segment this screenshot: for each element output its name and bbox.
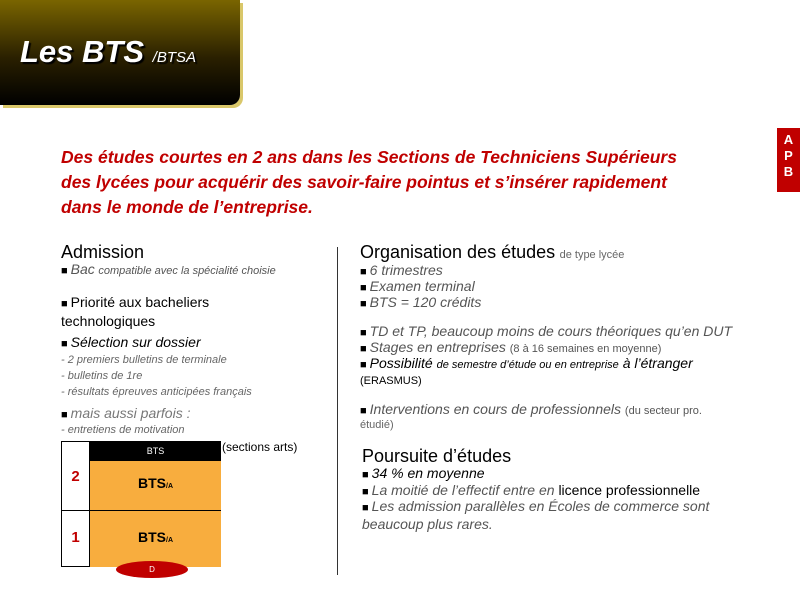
- year-2-label: 2: [62, 442, 90, 511]
- bullet-icon: ■: [61, 298, 68, 310]
- bullet-icon: ■: [360, 359, 367, 371]
- possibility-note: de semestre d’étude ou en entreprise: [436, 359, 619, 371]
- bullet-icon: ■: [360, 266, 367, 278]
- bullet-icon: ■: [360, 343, 367, 355]
- apb-letter-b: B: [783, 164, 794, 179]
- item-text: TD et TP, beaucoup moins de cours théoriques qu’en DUT: [369, 323, 733, 339]
- apb-letter-p: P: [784, 148, 793, 163]
- interventions-note: (du secteur pro.: [624, 405, 702, 417]
- dossier-item: - bulletins de 1re: [61, 370, 143, 382]
- organisation-item: [360, 294, 481, 310]
- dossier-item: - résultats épreuves anticipées français: [61, 386, 252, 398]
- interventions-note-cont: étudié): [360, 419, 394, 431]
- selection-text: Sélection sur dossier: [70, 334, 201, 350]
- dossier-item: - 2 premiers bulletins de terminale: [61, 354, 227, 366]
- year-1-label: 1: [62, 511, 90, 567]
- organisation-item: [360, 278, 475, 294]
- bullet-icon: ■: [362, 486, 369, 498]
- erasmus-note: (ERASMUS): [360, 375, 422, 387]
- bullet-icon: ■: [360, 282, 367, 294]
- column-divider: [337, 247, 338, 575]
- interview-text: - entretiens de motivation: [61, 424, 185, 436]
- poursuite-stat: [362, 465, 485, 481]
- title-main: Les BTS: [20, 34, 153, 69]
- also-text: mais aussi parfois :: [70, 405, 191, 421]
- diagram-header: BTS: [90, 442, 221, 461]
- organisation-item: [360, 262, 443, 278]
- admission-priority: [61, 294, 301, 330]
- page-title: [20, 34, 196, 70]
- bullet-icon: ■: [360, 405, 367, 417]
- dossier-list: [61, 352, 252, 400]
- bts-row-year-1: [90, 511, 221, 567]
- item-text: Possibilité: [369, 355, 433, 371]
- possibility-item: [360, 355, 693, 371]
- bullet-icon: ■: [61, 409, 68, 421]
- bullet-icon: ■: [61, 265, 68, 277]
- stages-item: [360, 339, 661, 355]
- apb-badge[interactable]: [777, 128, 800, 192]
- poursuite-heading: Poursuite d’études: [362, 446, 512, 466]
- item-text: La moitié de l’effectif entre en: [371, 482, 555, 498]
- bullet-icon: ■: [362, 469, 369, 481]
- bullet-icon: ■: [362, 502, 369, 514]
- item-text: 6 trimestres: [369, 262, 443, 278]
- bullet-icon: ■: [61, 338, 68, 350]
- interventions-item: [360, 401, 702, 417]
- admission-also: [61, 405, 190, 421]
- bac-label: Bac: [70, 261, 95, 277]
- item-text: Stages en entreprises: [369, 339, 506, 355]
- td-tp-item: [360, 323, 732, 339]
- item-text: Examen terminal: [369, 278, 475, 294]
- item-text: Les admission parallèles en Écoles de commerce sont beaucoup plus rares.: [362, 498, 710, 532]
- priority-text: Priorité aux bacheliers technologiques: [61, 294, 210, 329]
- bts-row-suffix: /A: [166, 537, 173, 544]
- bts-row-year-2: [90, 461, 221, 511]
- bts-row-label: BTS: [138, 529, 166, 545]
- bts-diagram: [61, 441, 221, 567]
- admission-bac: [61, 262, 301, 279]
- bullet-icon: ■: [360, 327, 367, 339]
- bac-detail: compatible avec la spécialité choisie: [98, 265, 276, 277]
- abroad-text: à l’étranger: [622, 355, 693, 371]
- stages-note: (8 à 16 semaines en moyenne): [509, 343, 662, 355]
- organisation-heading: Organisation des études: [360, 242, 556, 262]
- poursuite-half: [362, 482, 700, 498]
- licence-text: licence professionnelle: [558, 482, 701, 498]
- sections-arts-note: (sections arts): [222, 440, 298, 454]
- bts-row-label: BTS: [138, 475, 166, 491]
- organisation-heading-note: de type lycée: [559, 249, 625, 261]
- poursuite-ecoles: [362, 498, 762, 532]
- admission-heading: Admission: [61, 242, 145, 262]
- item-text: 34 % en moyenne: [371, 465, 485, 481]
- intro-text: Des études courtes en 2 ans dans les Sections de Techniciens Supérieurs des lycées pour acquérir des savoir-faire pointus et s’insérer rapidement dans le monde de l’entreprise.: [61, 147, 677, 217]
- bullet-icon: ■: [360, 298, 367, 310]
- admission-selection: [61, 334, 201, 350]
- item-text: BTS = 120 crédits: [369, 294, 482, 310]
- organisation-heading-row: [360, 242, 624, 263]
- item-text: Interventions en cours de professionnels: [369, 401, 622, 417]
- title-subtitle: /BTSA: [152, 49, 197, 66]
- apb-letter-a: A: [783, 132, 794, 147]
- bts-row-suffix: /A: [166, 483, 173, 490]
- diploma-ellipse: D: [116, 561, 188, 578]
